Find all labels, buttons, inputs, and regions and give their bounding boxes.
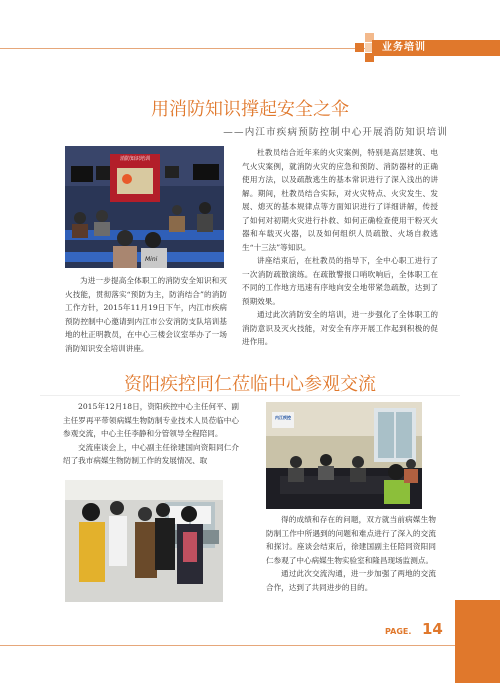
article2-left-column <box>63 400 239 468</box>
lab-photo <box>65 480 223 602</box>
article1-subtitle: ——内江市疾病预防控制中心开展消防知识培训 <box>223 127 448 138</box>
article1-paragraph: 为进一步提高全体职工的消防安全知识和灭火技能，贯彻落实“预防为主，防消结合”的消防工作方针，2015年11月19日下午，内江市疾病预防控制中心邀请到内江市公安消防支队培训基地的杜正明教员，在中心三楼会议室举办了一场消防知识安全培训讲座。 <box>65 276 227 353</box>
training-photo <box>65 146 224 268</box>
article2-paragraph: 得的成绩和存在的问题，双方就当前病媒生物防制工作中所遇到的问题和难点进行了深入的交流和探讨。座谈会结束后，徐建国副主任陪同资阳同仁参观了中心病媒生物实验室和隆昌现场监测点。 <box>266 515 436 565</box>
header-rule <box>0 48 395 49</box>
footer-rule <box>0 645 455 646</box>
article1-left-column <box>65 274 227 355</box>
photo-sign-text: 内江疾控 <box>275 415 291 420</box>
article2-paragraph: 2015年12月18日，资阳疾控中心主任何平、副主任罗再平带领病媒生物防制专业技术人员莅临中心参观交流，中心主任李静和分管领导全程陪同。 <box>63 402 239 438</box>
article2-paragraph: 通过此次交流沟通，进一步加强了两地的交流合作，达到了共同进步的目的。 <box>266 569 436 592</box>
page-label: PAGE. <box>385 627 412 636</box>
article2-title: 资阳疾控同仁莅临中心参观交流 <box>124 374 376 395</box>
meeting-photo <box>266 402 422 509</box>
lab-photo-image <box>65 480 223 602</box>
article2-rule <box>40 395 460 396</box>
section-tag: 业务培训 <box>372 40 500 56</box>
corner-block <box>455 600 500 683</box>
training-photo-image <box>65 146 224 268</box>
article1-right-column <box>242 146 438 349</box>
article1-paragraph: 杜教员结合近年来的火灾案例，特别是高层建筑、电气火灾案例，就消防火灾的应急和预防、消防器材的正确使用方法，以及疏散逃生的基本常识进行了深入浅出的讲解。期间，杜教员结合实际，对火灾特点、火灾发生、发展、熄灭的基本规律点等方面知识进行了详细讲解，传授了如何对初期火灾进行扑救、如何正确检查使用干粉灭火器和车载灭火器，以及如何组织人员疏散、火场自救逃生“十三法”等知识。 <box>242 148 438 252</box>
page-number: 14 <box>422 620 443 638</box>
screen-caption: 消防知识培训 <box>119 156 150 162</box>
article1-title: 用消防知识撑起安全之伞 <box>151 99 349 120</box>
article2-right-column <box>266 513 436 594</box>
article1-paragraph: 通过此次消防安全的培训，进一步强化了全体职工的消防意识及灭火技能，对安全有序开展工作起到积极的促进作用。 <box>242 310 438 346</box>
shirt-text: Mini <box>145 256 158 263</box>
article1-paragraph: 讲座结束后，在杜教员的指导下，全中心职工进行了一次消防疏散演练。在疏散警报口哨吹响后，全体职工在不同的工作地方迅速有序地向安全地带紧急疏散，达到了预期效果。 <box>242 256 438 306</box>
article2-paragraph: 交流座谈会上，中心副主任徐建国向资阳同仁介绍了我市病媒生物防制工作的发展情况、取 <box>63 442 239 465</box>
